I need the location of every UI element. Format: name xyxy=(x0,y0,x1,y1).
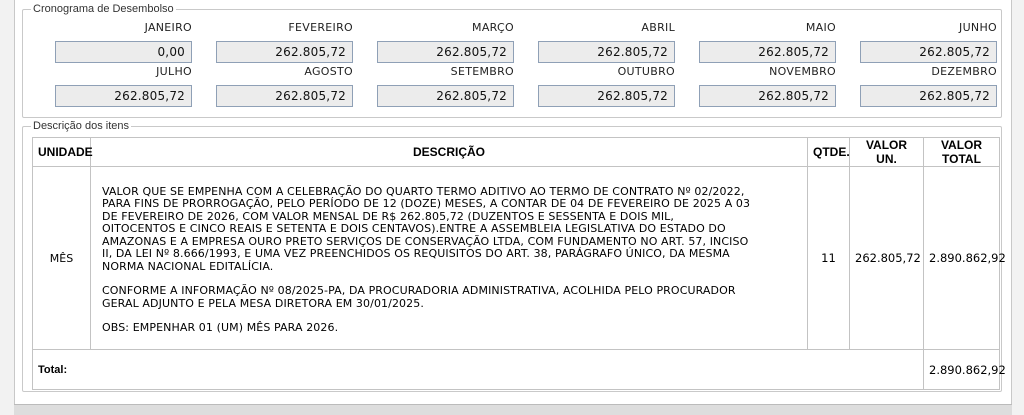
row-qtde: 11 xyxy=(808,167,850,350)
header-valor-total: VALOR TOTAL xyxy=(924,138,1000,167)
month-label: JULHO xyxy=(156,65,192,78)
month-value-field[interactable]: 0,00 xyxy=(55,41,192,63)
month-label: JANEIRO xyxy=(144,21,192,34)
row-unidade: MÊS xyxy=(33,167,91,350)
header-valor-un: VALOR UN. xyxy=(850,138,924,167)
month-label: DEZEMBRO xyxy=(931,65,997,78)
table-row xyxy=(33,167,1000,350)
header-descricao: DESCRIÇÃO xyxy=(91,138,808,167)
total-label: Total: xyxy=(33,350,924,390)
month-value-field[interactable]: 262.805,72 xyxy=(55,85,192,107)
row-valor-total: 2.890.862,92 xyxy=(924,167,1000,350)
descricao-paragraph-1: VALOR QUE SE EMPENHA COM A CELEBRAÇÃO DO QUARTO TERMO ADITIVO AO TERMO DE CONTRATO Nº 02/2022, PARA FINS DE PRORROGAÇÃO, PELO PERÍODO DE 12 (DOZE) MESES, A CONTAR DE 04 DE FEVEREIRO DE 2025 A 03 DE FEVEREIRO DE 2026, COM VALOR MENSAL DE R$ 262.805,72 (DUZENTOS E SESSENTA E DOIS MIL, OITOCENTOS E CINCO REAIS E SETENTA E DOIS CENTAVOS).ENTRE A ASSEMBLEIA LEGISLATIVA DO ESTADO DO AMAZONAS E A EMPRESA OURO PRETO SERVIÇOS DE CONSERVAÇÃO LTDA, COM FUNDAMENTO NO ART. 57, INCISO II, DA LEI Nº 8.666/1993, E UMA VEZ PREENCHIDOS OS REQUISITOS DO ART. 38, PARÁGRAFO ÚNICO, DA MESMA NORMA NACIONAL EDITALÍCIA. xyxy=(102,184,751,273)
total-value: 2.890.862,92 xyxy=(924,350,1000,390)
month-value-field[interactable]: 262.805,72 xyxy=(860,41,997,63)
month-label: OUTUBRO xyxy=(617,65,675,78)
month-value-field[interactable]: 262.805,72 xyxy=(377,85,514,107)
row-valor-un: 262.805,72 xyxy=(850,167,924,350)
itens-legend: Descrição dos itens xyxy=(33,120,129,132)
month-label: MAIO xyxy=(805,21,836,34)
month-label: SETEMBRO xyxy=(450,65,514,78)
month-value-field[interactable]: 262.805,72 xyxy=(538,41,675,63)
month-label: ABRIL xyxy=(641,21,675,34)
month-value-field[interactable]: 262.805,72 xyxy=(538,85,675,107)
header-unidade: UNIDADE xyxy=(33,138,91,167)
month-value-field[interactable]: 262.805,72 xyxy=(699,41,836,63)
table-header-row xyxy=(33,138,1000,167)
month-label: MARÇO xyxy=(472,21,514,34)
month-value-field[interactable]: 262.805,72 xyxy=(377,41,514,63)
descricao-paragraph-3: OBS: EMPENHAR 01 (UM) MÊS PARA 2026. xyxy=(102,321,339,334)
row-descricao xyxy=(91,167,808,350)
month-label: FEVEREIRO xyxy=(288,21,353,34)
bottom-scroll-area xyxy=(14,404,1012,415)
month-label: AGOSTO xyxy=(304,65,353,78)
month-value-field[interactable]: 262.805,72 xyxy=(860,85,997,107)
header-qtde: QTDE. xyxy=(808,138,850,167)
itens-table xyxy=(32,137,1006,390)
descricao-paragraph-2: CONFORME A INFORMAÇÃO Nº 08/2025-PA, DA PROCURADORIA ADMINISTRATIVA, ACOLHIDA PELO PROCURADOR GERAL ADJUNTO E PELA MESA DIRETORA EM 30/01/2025. xyxy=(102,284,736,310)
month-value-field[interactable]: 262.805,72 xyxy=(216,41,353,63)
cronograma-legend: Cronograma de Desembolso xyxy=(33,3,174,15)
table-total-row xyxy=(33,350,1000,390)
month-value-field[interactable]: 262.805,72 xyxy=(699,85,836,107)
month-label: JUNHO xyxy=(959,21,997,34)
month-label: NOVEMBRO xyxy=(769,65,836,78)
month-value-field[interactable]: 262.805,72 xyxy=(216,85,353,107)
